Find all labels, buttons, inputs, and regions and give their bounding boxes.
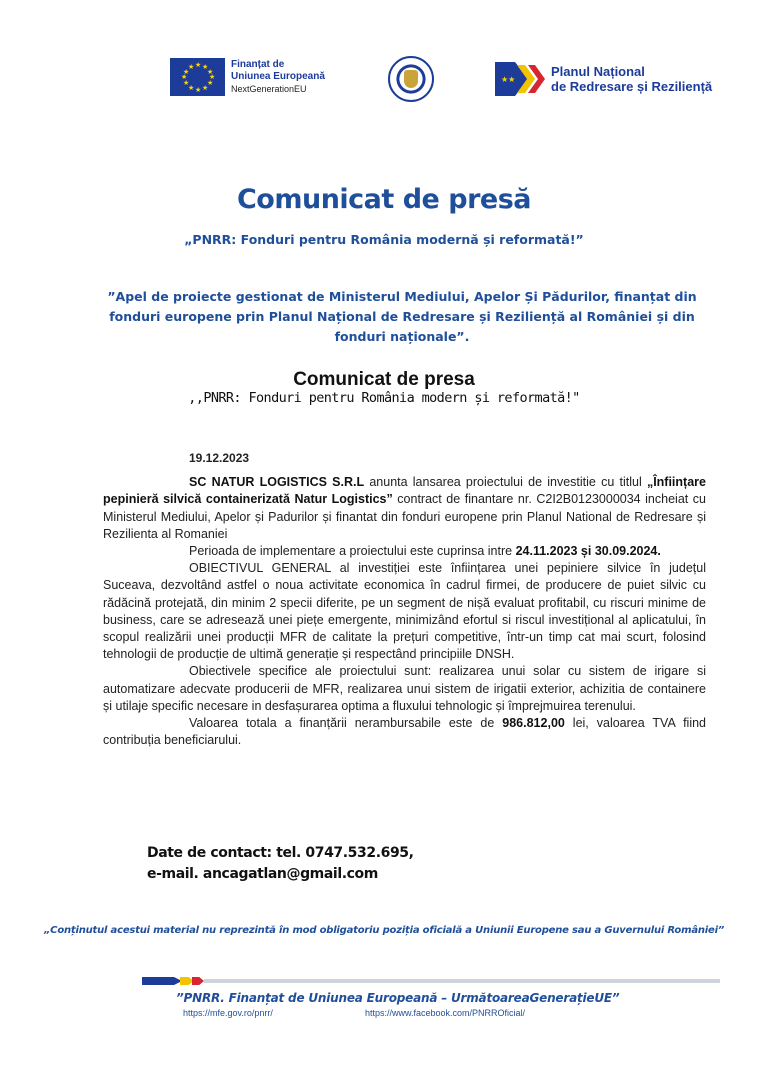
page-title: Comunicat de presă [236,184,531,215]
pnrr-logo-text [551,64,712,94]
funding-text-1: Valoarea totala a finanțării nerambursabile este de [189,716,503,731]
eu-logo-line2: Uniunea Europeană [231,71,325,82]
project-title: „Înființare pepinieră silvică containerizată Natur Logistics” [103,475,706,507]
page-subtitle: „PNRR: Fonduri pentru România modernă și reformată!” [184,232,584,247]
period-text: Perioada de implementare a proiectului este cuprinsa intre [189,544,516,559]
footer-title: ”PNRR. Finanțat de Uniunea Europeană – UrmătoareaGenerațieUE” [176,991,620,1005]
press-release-subheading: ,,PNRR: Fonduri pentru România modern și reformată!" [188,390,580,406]
intro-text-1: anunta lansarea proiectului de investitie cu titlul [364,475,647,490]
paragraph-period [103,543,706,560]
romanian-government-seal-icon [388,56,434,102]
footer-link-mfe[interactable]: https://mfe.gov.ro/pnrr/ [183,1008,273,1018]
pnrr-logo-line1: Planul Național [551,64,645,79]
eu-logo-text [231,59,325,95]
eu-logo-line3: NextGenerationEU [231,84,307,94]
contact-details [147,843,414,885]
paragraph-general-objective: OBIECTIVUL GENERAL al investiției este înființarea unei pepiniere silvice în județul Suceava, dezvoltând astfel o noua activitate economica în cadrul firmei, de producere de puiet silvic cu rădăcină protejată, din minim 2 specii diferite, pe un segment de nișă evaluat profitabil, cu riscuri minime de business, care se adresează unei piețe emergente, minimizând efortul si riscul investițional al aplicatului, în scopul realizării unei producții MFR de calitate la prețuri competitive, într-un timp cat mai scurt, folosind tehnologii de producție de ultimă generație și respectând principiile DNSH. [103,561,706,662]
funding-value: 986.812,00 [502,716,565,731]
svg-text:★★: ★★ [501,75,516,84]
eu-funding-logo [170,58,325,96]
intro-text-2: contract de finantare nr. C2I2B0123000034 incheiat cu Ministerul Mediului, Apelor și Padurilor și finantat din fonduri europene prin Planul National de Redresare și Rezilienta al Romaniei [103,492,706,541]
company-name: SC NATUR LOGISTICS S.R.L [189,475,365,490]
press-release-body [103,450,706,749]
footer-divider [142,977,720,985]
eu-logo-line1: Finanțat de [231,59,285,70]
contact-email: e-mail. ancagatlan@gmail.com [147,866,378,882]
paragraph-specific-objectives: Obiectivele specifice ale proiectului sunt: realizarea unui solar cu sistem de irigare si automatizare adecvate producerii de MFR, realizarea unui sistem de irigatii exterior, achizitia de containere și utilaje specific necesare in desfașurarea optima a fluxului tehnologic și împrejmuirea terenului. [103,664,706,713]
period-dates: 24.11.2023 și 30.09.2024. [515,544,661,559]
paragraph-funding-value [103,715,706,749]
eu-disclaimer: „Conținutul acestui material nu reprezintă în mod obligatoriu poziția oficială a Uniunii Europene sau a Guvernului României” [43,925,725,936]
pnrr-arrow-icon [495,62,547,96]
pnrr-logo [495,62,712,96]
funding-text-2: lei, valoarea TVA fiind contribuția beneficiarului. [103,716,706,748]
release-date: 19.12.2023 [189,451,250,465]
footer-link-facebook[interactable]: https://www.facebook.com/PNRROficial/ [365,1008,526,1018]
paragraph-intro [103,474,706,543]
call-for-projects-statement: ”Apel de proiecte gestionat de Ministerul Mediului, Apelor Și Pădurilor, finanțat din fonduri europene prin Planul Național de Redresare și Reziliență al României și din fonduri naționale”. [107,289,697,344]
eu-flag-icon: ★ ★ ★ ★ ★ ★ ★ ★ ★ ★ ★ ★ [170,58,225,96]
press-release-heading: Comunicat de presa [293,369,475,390]
pnrr-logo-line2: de Redresare și Reziliență [551,79,713,94]
contact-phone: Date de contact: tel. 0747.532.695, [147,845,414,861]
